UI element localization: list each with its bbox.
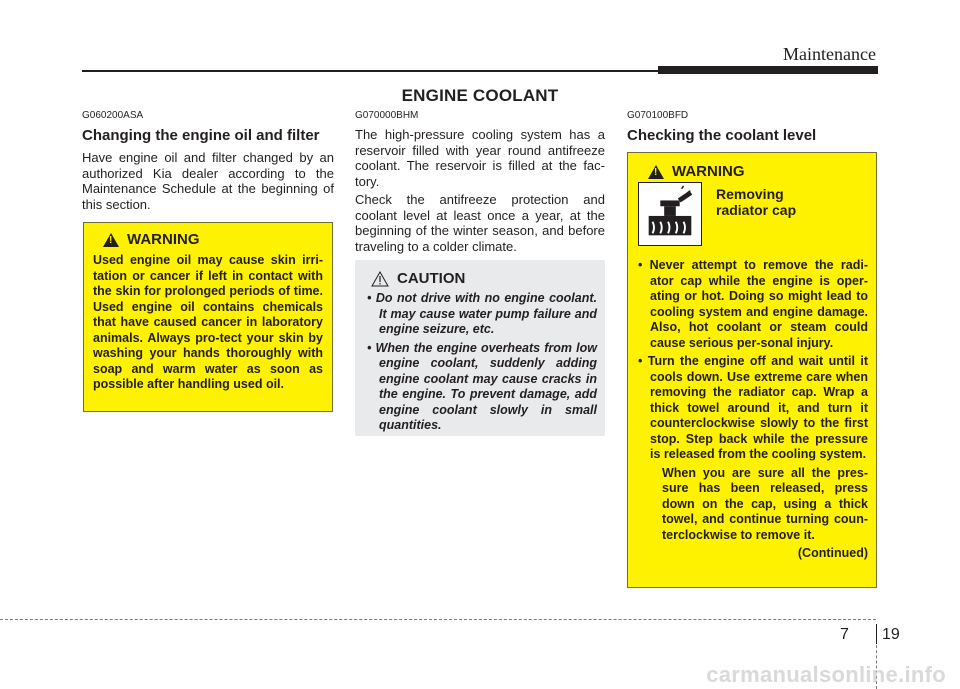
coolant-caution-box [355, 260, 605, 436]
radiator-cap-hazard-icon [638, 182, 702, 246]
chapter-number: 7 [840, 626, 849, 643]
section-code: G070000BHM [355, 110, 419, 121]
warning-subtitle: Removing radiator cap [716, 186, 797, 218]
radiator-warning-box [627, 152, 877, 588]
continued-label: (Continued) [797, 546, 868, 560]
warning-title: WARNING [127, 231, 200, 248]
page-number: 19 [882, 626, 900, 643]
warning-icon [648, 165, 664, 179]
warning-continuation: When you are sure all the pres-sure has been released, press down on the cap, using a thick towel, and continue turning coun-terclockwise to remove it. [662, 465, 868, 542]
oil-warning-box [83, 222, 333, 412]
warning-title: WARNING [672, 163, 745, 180]
watermark: carmanualsonline.info [706, 662, 946, 687]
coolant-level-heading: Checking the coolant level [627, 127, 817, 144]
column-coolant-level [627, 110, 877, 144]
caution-item: • When the engine overheats from low engine coolant, suddenly adding engine coolant may cause cracks in the engine. To prevent damage, add engine coolant slowly in small quantities. [367, 340, 597, 432]
coolant-paragraph: The high-pressure cooling system has a reservoir filled with year round antifreeze coolant. The reservoir is filled at the fac-tory. [355, 127, 605, 189]
warning-item: • Never attempt to remove the radi-ator cap while the engine is oper-ating or hot. Doing so might lead to cooling system and engine damage. Also, hot coolant or steam could cause serious per-sonal injury. [638, 258, 868, 350]
page-number-separator [876, 624, 877, 644]
running-header-title: Maintenance [783, 44, 876, 64]
footer-rule [0, 619, 876, 620]
section-code: G060200ASA [82, 110, 144, 121]
oil-warning-text: Used engine oil may cause skin irri-tation or cancer if left in contact with the skin for prolonged periods of time. Used engine oil contains chemicals that have caused cancer in laboratory animals. Always pro-tect your skin by washing your hands thoroughly with soap and warm water as soon as possible after handling used oil. [93, 253, 323, 391]
oil-change-paragraph: Have engine oil and filter changed by an authorized Kia dealer according to the Maintenance Schedule at the beginning of this section. [82, 150, 334, 212]
warning-icon [103, 233, 119, 247]
column-engine-coolant [355, 110, 605, 257]
section-title: ENGINE COOLANT [401, 86, 559, 105]
caution-title: CAUTION [397, 270, 466, 287]
oil-change-heading: Changing the engine oil and filter [82, 127, 320, 144]
header-rule [82, 70, 662, 72]
caution-icon [371, 271, 389, 287]
header-bar [658, 66, 878, 74]
warning-item: • Turn the engine off and wait until it cools down. Use extreme care when removing the radiator cap. Wrap a thick towel around it, and turn it counterclockwise slowly to the first stop. Step back while the pressure is released from the cooling system. [638, 354, 868, 461]
caution-item: • Do not drive with no engine coolant. It may cause water pump failure and engine seizure, etc. [367, 291, 597, 336]
column-oil-change [82, 110, 334, 212]
section-code: G070100BFD [627, 110, 689, 121]
coolant-paragraph: Check the antifreeze protection and coolant level at least once a year, at the beginning of the winter season, and before traveling to a colder climate. [355, 192, 605, 254]
